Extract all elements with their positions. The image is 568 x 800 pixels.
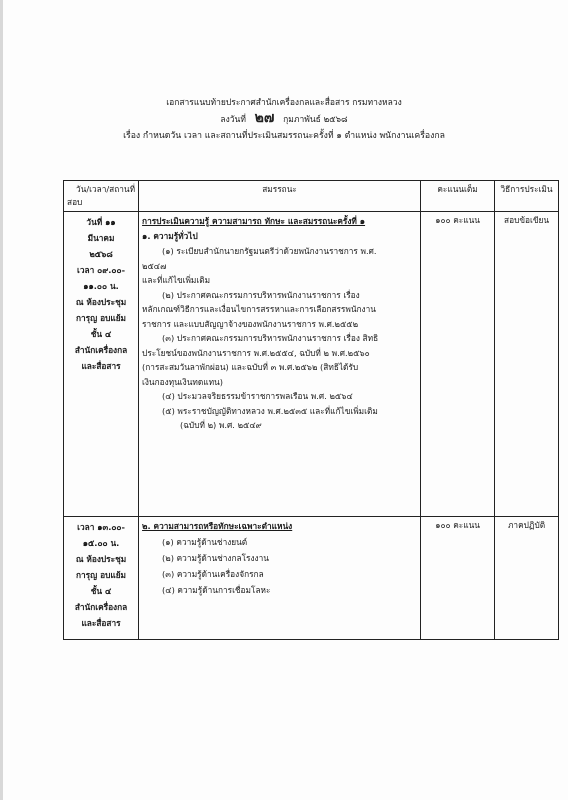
row2-score: ๑๐๐ คะแนน — [421, 517, 495, 640]
row2-when-cell — [64, 517, 139, 640]
header-full-score: คะแนนเต็ม — [421, 181, 495, 212]
row2-when-line: ณ ห้องประชุม — [75, 554, 127, 564]
header-method: วิธีการประเมิน — [495, 181, 559, 212]
competency-item-continuation: (ฉบับที่ ๒) พ.ศ. ๒๕๔๙ — [180, 420, 262, 430]
row1-when-line: ๒๕๖๘ — [89, 249, 113, 259]
row2-competency-cell — [139, 517, 421, 640]
header-when — [64, 181, 139, 212]
row2-when-line: สำนักเครื่องกล — [74, 602, 128, 612]
table-header-row — [64, 181, 559, 212]
competency-item-continuation: (การสะสมวันลาพักผ่อน) และฉบับที่ ๓ พ.ศ.๒๕๖๒ (สิทธิได้รับ — [142, 362, 359, 372]
competency-item: (๒) ความรู้ด้านช่างกลโรงงาน — [162, 553, 269, 563]
row2-when-line: การุญ อบแย้ม — [76, 570, 127, 580]
competency-item-continuation: หลักเกณฑ์วิธีการและเงื่อนไขการสรรหาและการเลือกสรรพนักงาน — [142, 304, 376, 314]
row1-when-line: และสื่อสาร — [81, 361, 121, 371]
row1-when-line: สำนักเครื่องกล — [74, 345, 128, 355]
row2-when-line: เวลา ๑๓.๐๐- — [77, 522, 125, 532]
date-prefix: ลงวันที่ — [220, 115, 246, 125]
competency-item-continuation: ราชการ และแบบสัญญาจ้างของพนักงานราชการ พ.ศ.๒๕๕๒ — [142, 318, 359, 329]
competency-item: (๕) พระราชบัญญัติทางหลวง พ.ศ.๒๕๓๕ และที่แก้ไขเพิ่มเติม — [162, 405, 378, 416]
row2-when-line: และสื่อสาร — [81, 618, 121, 628]
row2-section-title: ๒. ความสามารถหรือทักษะเฉพาะตำแหน่ง — [142, 521, 293, 531]
row1-when-line: วันที่ ๑๑ — [86, 217, 116, 227]
row1-when-cell — [64, 212, 139, 517]
schedule-table — [63, 180, 559, 640]
row2-method: ภาคปฏิบัติ — [495, 517, 559, 640]
row1-when-line: การุญ อบแย้ม — [76, 313, 127, 323]
table-row — [64, 212, 559, 517]
row2-when-line: ชั้น ๔ — [90, 586, 112, 596]
row1-when-line: ชั้น ๔ — [90, 329, 112, 339]
row1-subsection-title: ๑. ความรู้ทั่วไป — [142, 231, 198, 241]
header-competency: สมรรถนะ — [139, 181, 421, 212]
competency-item: (๔) ความรู้ด้านการเชื่อมโลหะ — [162, 585, 271, 595]
row1-when-line: ๑๑.๐๐ น. — [83, 281, 119, 291]
competency-item: (๒) ประกาศคณะกรรมการบริหารพนักงานราชการ เรื่อง — [162, 289, 360, 300]
header-subject: เรื่อง กำหนดวัน เวลา และสถานที่ประเมินสมรรถนะครั้งที่ ๑ ตำแหน่ง พนักงานเครื่องกล — [123, 131, 445, 141]
header-when-line-1: วัน/เวลา/สถานที่ — [76, 184, 136, 194]
row1-score: ๑๐๐ คะแนน — [421, 212, 495, 517]
row1-when-line: ณ ห้องประชุม — [75, 297, 127, 307]
competency-item-continuation: เงินกองทุนเงินทดแทน) — [142, 376, 223, 387]
row2-when-line: ๑๕.๐๐ น. — [82, 538, 120, 548]
competency-item: (๑) ระเบียบสำนักนายกรัฐมนตรีว่าด้วยพนักงานราชการ พ.ศ. — [162, 246, 377, 256]
competency-item-continuation: ๒๕๔๗ — [142, 260, 167, 271]
date-day-handwritten: ๒๗ — [254, 110, 275, 126]
header-when-line-2: สอบ — [67, 197, 83, 207]
competency-item: (๔) ประมวลจริยธรรมข้าราชการพลเรือน พ.ศ. ๒๕๖๔ — [162, 391, 353, 401]
date-suffix: กุมภาพันธ์ ๒๕๖๘ — [283, 115, 348, 125]
table-row — [64, 517, 559, 640]
competency-item: (๓) ความรู้ด้านเครื่องจักรกล — [162, 569, 264, 579]
row1-section-title: การประเมินความรู้ ความสามารถ ทักษะ และสมรรถนะครั้งที่ ๑ — [142, 216, 366, 226]
row1-when-line: เวลา ๐๙.๐๐- — [77, 265, 126, 275]
competency-item-continuation: ประโยชน์ของพนักงานราชการ พ.ศ.๒๕๕๔, ฉบับที่ ๒ พ.ศ.๒๕๖๐ — [142, 347, 370, 358]
competency-item: (๑) ความรู้ด้านช่างยนต์ — [162, 537, 248, 547]
header-line-1: เอกสารแนบท้ายประกาศสำนักเครื่องกลและสื่อสาร กรมทางหลวง — [166, 98, 402, 108]
competency-item-continuation: และที่แก้ไขเพิ่มเติม — [142, 275, 211, 285]
competency-item: (๓) ประกาศคณะกรรมการบริหารพนักงานราชการ เรื่อง สิทธิ — [162, 333, 379, 343]
row1-method: สอบข้อเขียน — [495, 212, 559, 517]
row1-when-line: มีนาคม — [87, 233, 115, 243]
header-line-2 — [0, 112, 568, 126]
row1-competency-cell — [139, 212, 421, 517]
